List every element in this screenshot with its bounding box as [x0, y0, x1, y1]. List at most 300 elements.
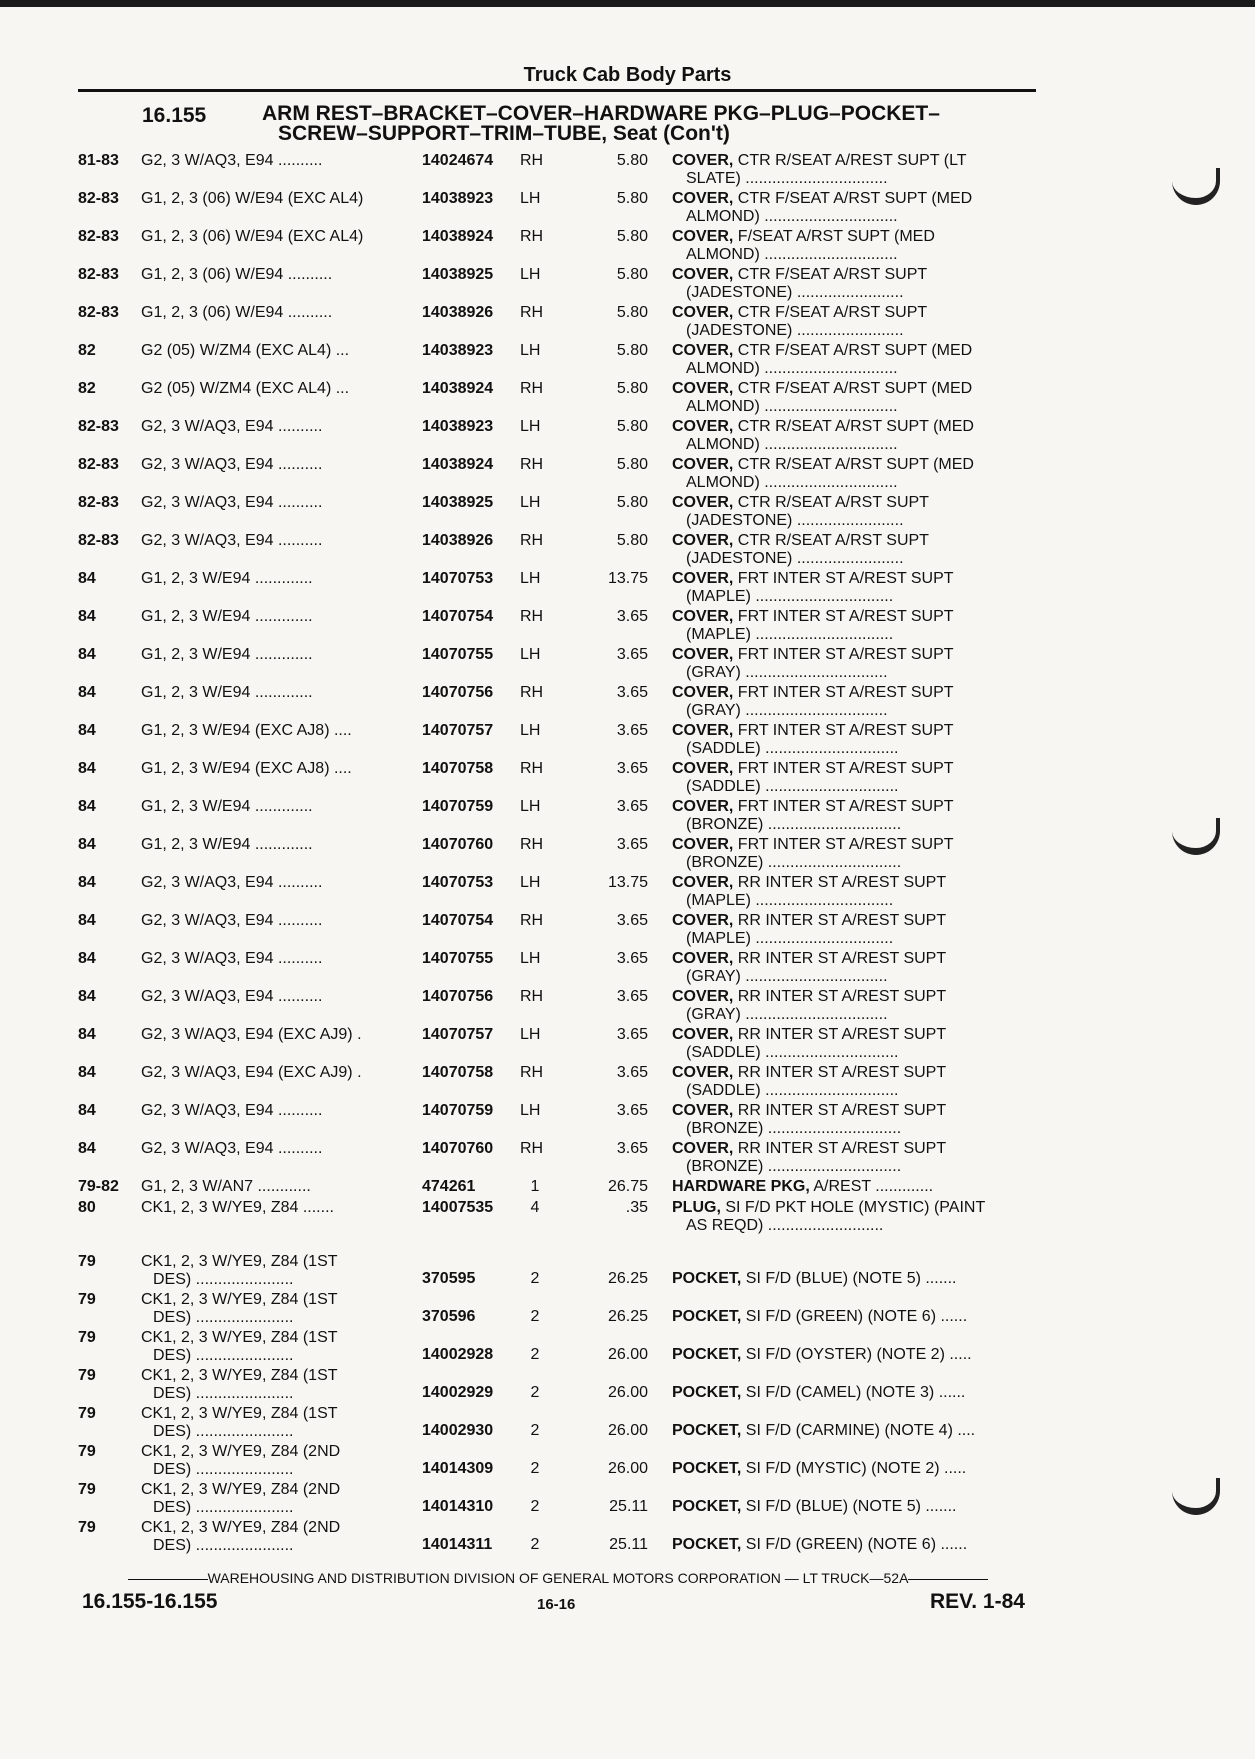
- section-title-line2: SCREW–SUPPORT–TRIM–TUBE, Seat (Con't): [278, 122, 730, 145]
- row-model: [141, 570, 411, 588]
- row-description-line2: (SADDLE) ..............................: [686, 740, 899, 757]
- row-year: 81-83: [78, 152, 119, 169]
- row-quantity: LH: [520, 1102, 541, 1119]
- row-part-number: 474261: [422, 1178, 476, 1195]
- row-description-line2: (MAPLE) ...............................: [686, 588, 894, 605]
- row-model-line1: G2, 3 W/AQ3, E94 ..........: [141, 950, 323, 967]
- row-model-line1: CK1, 2, 3 W/YE9, Z84 (2ND: [141, 1519, 341, 1536]
- row-quantity: RH: [520, 152, 544, 169]
- row-description: [672, 1460, 1038, 1478]
- row-model-line1: CK1, 2, 3 W/YE9, Z84 .......: [141, 1199, 334, 1216]
- row-description-line1: FRT INTER ST A/REST SUPT: [733, 722, 954, 739]
- row-year: 84: [78, 836, 96, 853]
- row-description-line2: (BRONZE) ..............................: [686, 816, 902, 833]
- row-part-number: 14038923: [422, 190, 494, 207]
- table-row: [0, 1253, 1255, 1291]
- row-year: 84: [78, 912, 96, 929]
- row-model-line1: G1, 2, 3 (06) W/E94 ..........: [141, 304, 333, 321]
- table-row: [0, 912, 1255, 950]
- row-description-line2: (JADESTONE) ........................: [686, 512, 904, 529]
- row-part-number: 14038923: [422, 418, 494, 435]
- row-description-keyword: COVER,: [672, 494, 734, 511]
- row-description-line2: (BRONZE) ..............................: [686, 854, 902, 871]
- row-model: [141, 1178, 411, 1196]
- row-description-line2: ALMOND) ..............................: [686, 208, 898, 225]
- row-description-line1: FRT INTER ST A/REST SUPT: [733, 646, 954, 663]
- table-row: [0, 418, 1255, 456]
- row-price: 25.11: [609, 1498, 648, 1515]
- row-price: 3.65: [616, 1026, 648, 1043]
- row-description-keyword: HARDWARE PKG,: [672, 1178, 810, 1195]
- row-part-number: 14070758: [422, 760, 494, 777]
- row-description-line2: (SADDLE) ..............................: [686, 1082, 899, 1099]
- row-model: [141, 1199, 411, 1217]
- row-description: [672, 532, 1038, 568]
- row-model: [141, 722, 411, 740]
- row-model: [141, 1102, 411, 1120]
- row-description-keyword: COVER,: [672, 836, 734, 853]
- row-year: 84: [78, 608, 96, 625]
- row-year: 84: [78, 988, 96, 1005]
- row-description-line2: ALMOND) ..............................: [686, 360, 898, 377]
- row-description-keyword: COVER,: [672, 456, 734, 473]
- table-row: [0, 646, 1255, 684]
- row-model-line2: DES) ......................: [153, 1385, 294, 1402]
- row-description-line2: ALMOND) ..............................: [686, 246, 898, 263]
- table-row: [0, 722, 1255, 760]
- row-price: 3.65: [616, 1102, 648, 1119]
- row-price: 5.80: [616, 494, 648, 511]
- row-description-keyword: COVER,: [672, 266, 734, 283]
- row-year: 82: [78, 342, 96, 359]
- row-description: [672, 266, 1038, 302]
- row-part-number: 14070757: [422, 722, 494, 739]
- row-quantity: RH: [520, 912, 544, 929]
- footer-revision: REV. 1-84: [930, 1590, 1025, 1613]
- row-model-line2: DES) ......................: [153, 1537, 294, 1554]
- row-description-line1: FRT INTER ST A/REST SUPT: [733, 836, 954, 853]
- row-price: 3.65: [616, 950, 648, 967]
- row-description-line1: FRT INTER ST A/REST SUPT: [733, 798, 954, 815]
- table-row: [0, 380, 1255, 418]
- row-part-number: 14038923: [422, 342, 494, 359]
- row-model: [141, 380, 411, 398]
- row-part-number: 370596: [422, 1308, 476, 1325]
- row-year: 79: [78, 1291, 96, 1308]
- row-description-keyword: COVER,: [672, 1102, 734, 1119]
- row-model-line1: CK1, 2, 3 W/YE9, Z84 (1ST: [141, 1329, 338, 1346]
- row-description: [672, 1270, 1038, 1288]
- row-year: 82: [78, 380, 96, 397]
- row-description-line2: ALMOND) ..............................: [686, 398, 898, 415]
- row-price: 5.80: [616, 152, 648, 169]
- row-model: [141, 418, 411, 436]
- row-description: [672, 1102, 1038, 1138]
- row-model: [141, 266, 411, 284]
- row-quantity: LH: [520, 418, 541, 435]
- row-quantity: LH: [520, 190, 541, 207]
- row-description-line1: SI F/D (CAMEL) (NOTE 3) ......: [741, 1384, 966, 1401]
- row-price: 3.65: [616, 684, 648, 701]
- row-quantity: 2: [530, 1498, 540, 1515]
- row-price: 26.25: [607, 1308, 648, 1325]
- table-row: [0, 836, 1255, 874]
- row-price: 26.00: [607, 1460, 648, 1477]
- row-quantity: RH: [520, 456, 544, 473]
- parts-table: [0, 152, 1255, 1557]
- table-row: [0, 1199, 1255, 1253]
- row-quantity: 2: [530, 1308, 540, 1325]
- row-description-line1: CTR F/SEAT A/RST SUPT (MED: [733, 342, 973, 359]
- row-part-number: 14038924: [422, 228, 494, 245]
- row-description-line2: ALMOND) ..............................: [686, 474, 898, 491]
- row-price: 5.80: [616, 380, 648, 397]
- row-model-line1: G2, 3 W/AQ3, E94 ..........: [141, 874, 323, 891]
- row-description-line1: FRT INTER ST A/REST SUPT: [733, 760, 954, 777]
- row-description: [672, 380, 1038, 416]
- row-description-keyword: COVER,: [672, 570, 734, 587]
- row-description-line1: SI F/D (GREEN) (NOTE 6) ......: [741, 1308, 968, 1325]
- row-description: [672, 418, 1038, 454]
- row-part-number: 14070758: [422, 1064, 494, 1081]
- row-model-line1: G1, 2, 3 W/E94 .............: [141, 646, 313, 663]
- table-row: [0, 950, 1255, 988]
- row-price: 13.75: [607, 570, 648, 587]
- table-row: [0, 1064, 1255, 1102]
- row-part-number: 14070756: [422, 988, 494, 1005]
- row-description: [672, 1384, 1038, 1402]
- row-quantity: LH: [520, 1026, 541, 1043]
- row-description-keyword: COVER,: [672, 988, 734, 1005]
- row-model: [141, 760, 411, 778]
- row-description-keyword: COVER,: [672, 152, 734, 169]
- row-quantity: 1: [530, 1178, 540, 1195]
- row-price: 3.65: [616, 608, 648, 625]
- row-part-number: 14038925: [422, 266, 494, 283]
- row-part-number: 370595: [422, 1270, 476, 1287]
- row-model: [141, 1367, 411, 1403]
- row-part-number: 14038924: [422, 456, 494, 473]
- row-description: [672, 1346, 1038, 1364]
- row-year: 79: [78, 1481, 96, 1498]
- row-description-keyword: POCKET,: [672, 1308, 742, 1325]
- table-row: [0, 152, 1255, 190]
- row-quantity: LH: [520, 266, 541, 283]
- section-title-line1: ARM REST–BRACKET–COVER–HARDWARE PKG–PLUG–POCKET–: [262, 102, 940, 125]
- row-description-line2: (MAPLE) ...............................: [686, 930, 894, 947]
- row-year: 84: [78, 950, 96, 967]
- row-year: 79-82: [78, 1178, 119, 1195]
- row-quantity: RH: [520, 1064, 544, 1081]
- row-description: [672, 1199, 1038, 1235]
- row-part-number: 14002928: [422, 1346, 494, 1363]
- row-quantity: 2: [530, 1384, 540, 1401]
- row-model: [141, 1064, 411, 1082]
- row-description-keyword: PLUG,: [672, 1199, 721, 1216]
- row-description-keyword: COVER,: [672, 1140, 734, 1157]
- row-description-keyword: POCKET,: [672, 1498, 742, 1515]
- row-description-line1: SI F/D (BLUE) (NOTE 5) .......: [741, 1270, 957, 1287]
- row-description-line1: RR INTER ST A/REST SUPT: [733, 1026, 947, 1043]
- row-year: 82-83: [78, 190, 119, 207]
- row-price: 3.65: [616, 722, 648, 739]
- table-row: [0, 1481, 1255, 1519]
- row-part-number: 14070754: [422, 912, 494, 929]
- row-model: [141, 1443, 411, 1479]
- row-year: 84: [78, 1026, 96, 1043]
- row-description-line2: SLATE) ................................: [686, 170, 888, 187]
- row-price: 26.00: [607, 1422, 648, 1439]
- row-model-line1: CK1, 2, 3 W/YE9, Z84 (2ND: [141, 1481, 341, 1498]
- row-description-keyword: POCKET,: [672, 1536, 742, 1553]
- row-description-keyword: COVER,: [672, 532, 734, 549]
- row-price: 5.80: [616, 304, 648, 321]
- row-part-number: 14070753: [422, 874, 494, 891]
- row-description: [672, 1498, 1038, 1516]
- row-quantity: 2: [530, 1422, 540, 1439]
- footer-division: [78, 1570, 1038, 1586]
- row-model-line2: DES) ......................: [153, 1309, 294, 1326]
- row-description-line1: RR INTER ST A/REST SUPT: [733, 874, 947, 891]
- row-quantity: LH: [520, 646, 541, 663]
- row-description-line1: CTR R/SEAT A/RST SUPT (MED: [733, 418, 974, 435]
- table-row: [0, 1519, 1255, 1557]
- row-model: [141, 988, 411, 1006]
- row-description-keyword: COVER,: [672, 418, 734, 435]
- row-description-line1: CTR F/SEAT A/RST SUPT (MED: [733, 380, 973, 397]
- row-year: 84: [78, 874, 96, 891]
- row-model-line1: CK1, 2, 3 W/YE9, Z84 (2ND: [141, 1443, 341, 1460]
- row-description: [672, 988, 1038, 1024]
- row-description: [672, 722, 1038, 758]
- row-description-line1: RR INTER ST A/REST SUPT: [733, 950, 947, 967]
- table-row: [0, 494, 1255, 532]
- table-row: [0, 1140, 1255, 1178]
- row-part-number: 14070759: [422, 798, 494, 815]
- row-year: 84: [78, 570, 96, 587]
- row-model-line1: G2 (05) W/ZM4 (EXC AL4) ...: [141, 342, 350, 359]
- row-model: [141, 1140, 411, 1158]
- row-description-line2: AS REQD) ..........................: [686, 1217, 884, 1234]
- row-description-line1: A/REST .............: [809, 1178, 934, 1195]
- row-description-line1: RR INTER ST A/REST SUPT: [733, 912, 947, 929]
- row-model-line1: G1, 2, 3 W/E94 .............: [141, 570, 313, 587]
- row-quantity: RH: [520, 608, 544, 625]
- row-description-line1: FRT INTER ST A/REST SUPT: [733, 684, 954, 701]
- row-description-keyword: COVER,: [672, 798, 734, 815]
- row-model-line1: G2, 3 W/AQ3, E94 ..........: [141, 418, 323, 435]
- row-part-number: 14014310: [422, 1498, 494, 1515]
- row-price: 3.65: [616, 646, 648, 663]
- row-description-keyword: COVER,: [672, 1064, 734, 1081]
- row-model: [141, 608, 411, 626]
- row-model-line1: G2, 3 W/AQ3, E94 ..........: [141, 152, 323, 169]
- row-part-number: 14070759: [422, 1102, 494, 1119]
- row-description-line2: (GRAY) ................................: [686, 968, 888, 985]
- row-year: 82-83: [78, 304, 119, 321]
- table-row: [0, 570, 1255, 608]
- row-description-line2: (BRONZE) ..............................: [686, 1120, 902, 1137]
- row-model: [141, 456, 411, 474]
- table-row: [0, 760, 1255, 798]
- row-quantity: RH: [520, 532, 544, 549]
- row-description: [672, 228, 1038, 264]
- row-description: [672, 304, 1038, 340]
- row-model: [141, 1253, 411, 1289]
- section-title: [262, 104, 1022, 144]
- table-row: [0, 608, 1255, 646]
- row-model: [141, 950, 411, 968]
- row-description: [672, 456, 1038, 492]
- row-quantity: LH: [520, 342, 541, 359]
- row-model-line1: G2, 3 W/AQ3, E94 ..........: [141, 912, 323, 929]
- row-quantity: RH: [520, 1140, 544, 1157]
- row-quantity: RH: [520, 228, 544, 245]
- row-part-number: 14070760: [422, 1140, 494, 1157]
- row-year: 84: [78, 646, 96, 663]
- row-quantity: LH: [520, 950, 541, 967]
- row-quantity: 2: [530, 1460, 540, 1477]
- row-part-number: 14070760: [422, 836, 494, 853]
- row-model-line1: G1, 2, 3 (06) W/E94 (EXC AL4): [141, 190, 364, 207]
- row-model-line1: G2, 3 W/AQ3, E94 (EXC AJ9) .: [141, 1026, 362, 1043]
- row-part-number: 14038926: [422, 304, 494, 321]
- row-quantity: 2: [530, 1270, 540, 1287]
- row-quantity: RH: [520, 684, 544, 701]
- row-quantity: RH: [520, 988, 544, 1005]
- row-description: [672, 950, 1038, 986]
- row-price: .35: [625, 1199, 648, 1216]
- row-description: [672, 342, 1038, 378]
- row-part-number: 14070754: [422, 608, 494, 625]
- row-description-keyword: COVER,: [672, 912, 734, 929]
- row-model: [141, 1026, 411, 1044]
- row-year: 79: [78, 1443, 96, 1460]
- table-row: [0, 1026, 1255, 1064]
- row-part-number: 14002930: [422, 1422, 494, 1439]
- row-price: 5.80: [616, 418, 648, 435]
- row-description-keyword: COVER,: [672, 684, 734, 701]
- table-row: [0, 684, 1255, 722]
- row-quantity: LH: [520, 570, 541, 587]
- row-model: [141, 190, 411, 208]
- row-price: 26.25: [607, 1270, 648, 1287]
- row-part-number: 14038926: [422, 532, 494, 549]
- row-model-line1: CK1, 2, 3 W/YE9, Z84 (1ST: [141, 1253, 338, 1270]
- row-price: 3.65: [616, 1064, 648, 1081]
- table-row: [0, 1178, 1255, 1199]
- row-model: [141, 1329, 411, 1365]
- row-description-line1: SI F/D (GREEN) (NOTE 6) ......: [741, 1536, 968, 1553]
- table-row: [0, 342, 1255, 380]
- row-model-line1: G1, 2, 3 W/E94 (EXC AJ8) ....: [141, 722, 352, 739]
- row-year: 79: [78, 1329, 96, 1346]
- row-model-line1: G1, 2, 3 W/E94 .............: [141, 836, 313, 853]
- row-description-line1: CTR R/SEAT A/RST SUPT: [733, 494, 929, 511]
- row-part-number: 14007535: [422, 1199, 494, 1216]
- table-row: [0, 304, 1255, 342]
- row-year: 82-83: [78, 494, 119, 511]
- row-description-line2: (GRAY) ................................: [686, 702, 888, 719]
- row-year: 82-83: [78, 266, 119, 283]
- row-description-line2: (JADESTONE) ........................: [686, 322, 904, 339]
- table-row: [0, 1329, 1255, 1367]
- row-description-keyword: COVER,: [672, 304, 734, 321]
- row-year: 82-83: [78, 228, 119, 245]
- row-description-keyword: COVER,: [672, 722, 734, 739]
- row-year: 84: [78, 760, 96, 777]
- row-description: [672, 152, 1038, 188]
- table-row: [0, 532, 1255, 570]
- row-price: 3.65: [616, 912, 648, 929]
- row-description-line1: CTR R/SEAT A/RST SUPT (MED: [733, 456, 974, 473]
- table-row: [0, 190, 1255, 228]
- row-description-keyword: COVER,: [672, 646, 734, 663]
- row-description-keyword: POCKET,: [672, 1270, 742, 1287]
- row-price: 5.80: [616, 532, 648, 549]
- row-model: [141, 798, 411, 816]
- row-description: [672, 798, 1038, 834]
- row-part-number: 14014311: [422, 1536, 493, 1553]
- row-description-line2: (MAPLE) ...............................: [686, 892, 894, 909]
- row-price: 3.65: [616, 988, 648, 1005]
- row-description-keyword: POCKET,: [672, 1346, 742, 1363]
- table-row: [0, 266, 1255, 304]
- row-model-line2: DES) ......................: [153, 1499, 294, 1516]
- row-model-line1: G2, 3 W/AQ3, E94 ..........: [141, 532, 323, 549]
- row-description-line1: FRT INTER ST A/REST SUPT: [733, 608, 954, 625]
- row-description-keyword: POCKET,: [672, 1422, 742, 1439]
- row-model-line1: G1, 2, 3 W/E94 .............: [141, 798, 313, 815]
- row-model-line2: DES) ......................: [153, 1423, 294, 1440]
- table-row: [0, 988, 1255, 1026]
- row-year: 79: [78, 1253, 96, 1270]
- row-part-number: 14070753: [422, 570, 494, 587]
- row-description-line1: SI F/D (OYSTER) (NOTE 2) .....: [741, 1346, 972, 1363]
- row-description-line2: (GRAY) ................................: [686, 664, 888, 681]
- footer-page-number: 16-16: [537, 1596, 576, 1613]
- row-description-line1: F/SEAT A/RST SUPT (MED: [733, 228, 935, 245]
- row-description: [672, 570, 1038, 606]
- row-description: [672, 684, 1038, 720]
- row-model: [141, 342, 411, 360]
- row-price: 3.65: [616, 760, 648, 777]
- row-model-line1: G2, 3 W/AQ3, E94 ..........: [141, 1140, 323, 1157]
- row-description-line2: (BRONZE) ..............................: [686, 1158, 902, 1175]
- row-description-line2: (JADESTONE) ........................: [686, 550, 904, 567]
- row-quantity: LH: [520, 874, 541, 891]
- row-price: 3.65: [616, 1140, 648, 1157]
- row-model-line1: CK1, 2, 3 W/YE9, Z84 (1ST: [141, 1367, 338, 1384]
- row-price: 13.75: [607, 874, 648, 891]
- row-quantity: 2: [530, 1536, 540, 1553]
- row-model-line2: DES) ......................: [153, 1461, 294, 1478]
- table-row: [0, 1405, 1255, 1443]
- row-description: [672, 646, 1038, 682]
- row-description-line1: SI F/D (MYSTIC) (NOTE 2) .....: [741, 1460, 967, 1477]
- row-model-line1: G1, 2, 3 W/E94 .............: [141, 684, 313, 701]
- row-description-line1: RR INTER ST A/REST SUPT: [733, 1102, 947, 1119]
- row-model: [141, 494, 411, 512]
- row-price: 5.80: [616, 266, 648, 283]
- row-price: 26.00: [607, 1346, 648, 1363]
- row-description-keyword: COVER,: [672, 760, 734, 777]
- row-model-line1: CK1, 2, 3 W/YE9, Z84 (1ST: [141, 1405, 338, 1422]
- row-model: [141, 1291, 411, 1327]
- row-model-line1: G2, 3 W/AQ3, E94 ..........: [141, 456, 323, 473]
- row-quantity: LH: [520, 722, 541, 739]
- row-model-line1: G1, 2, 3 (06) W/E94 (EXC AL4): [141, 228, 364, 245]
